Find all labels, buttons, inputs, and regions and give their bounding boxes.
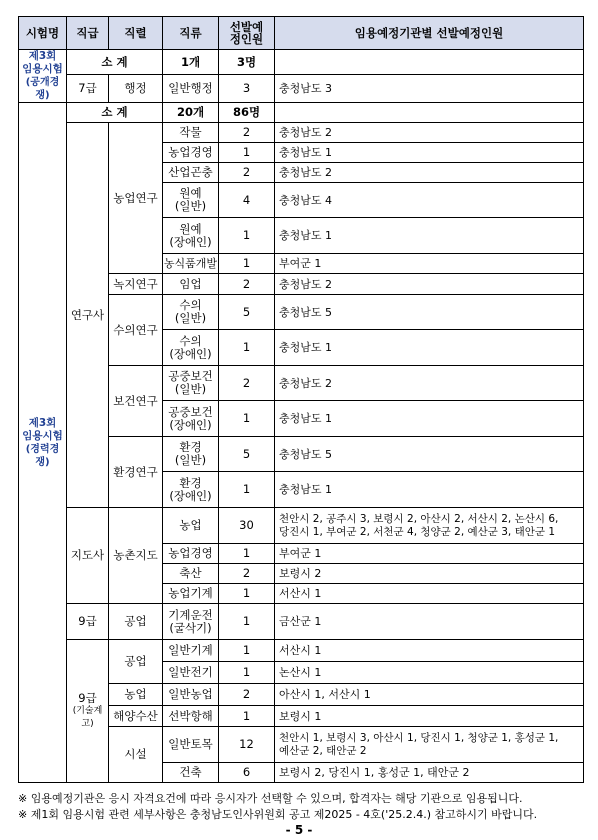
page-number-value: 5 — [294, 823, 304, 837]
count-cell: 2 — [219, 123, 275, 143]
open-title-1: 제3회 — [28, 50, 57, 62]
count-cell: 2 — [219, 564, 275, 584]
series-industrial-2: 공업 — [109, 640, 163, 684]
count-cell: 2 — [219, 366, 275, 401]
agency-line-2: 예산군 2, 태안군 2 — [279, 744, 367, 757]
agency-line-1: 천안시 2, 공주시 3, 보령시 2, 아산시 2, 서산시 2, 논산시 6, — [279, 512, 559, 525]
header-count: 선발예정인원 — [219, 17, 275, 50]
agency-cell: 부여군 1 — [275, 254, 584, 274]
grade-tech — [67, 640, 109, 783]
header-type: 직류 — [163, 17, 219, 50]
type-cell: 농업경영 — [163, 544, 219, 564]
grade-cell: 7급 — [67, 75, 109, 103]
type-cell: 임업 — [163, 274, 219, 295]
open-subtotal-label: 소 계 — [67, 50, 163, 75]
grade-cell: 9급 — [67, 604, 109, 640]
type-cell: 일반행정 — [163, 75, 219, 103]
type-cell: 농식품개발 — [163, 254, 219, 274]
count-cell: 1 — [219, 254, 275, 274]
type-cell — [163, 295, 219, 330]
type-cell — [163, 401, 219, 437]
table-row — [19, 123, 584, 143]
career-subtotal-count: 86명 — [219, 103, 275, 123]
count-cell: 1 — [219, 401, 275, 437]
series-facility: 시설 — [109, 727, 163, 783]
series-cell: 행정 — [109, 75, 163, 103]
career-subtotal-empty — [275, 103, 584, 123]
agency-cell: 충청남도 1 — [275, 472, 584, 508]
type-line-1: 원예 — [179, 221, 202, 236]
type-line-2: (굴삭기) — [169, 620, 212, 635]
open-title-2: 임용시험 — [22, 63, 63, 75]
agency-cell: 충청남도 2 — [275, 274, 584, 295]
agency-cell: 논산시 1 — [275, 662, 584, 684]
page-dash-right: - — [307, 823, 313, 837]
series-industrial: 공업 — [109, 604, 163, 640]
type-line-2: (장애인) — [169, 488, 212, 503]
count-cell: 2 — [219, 163, 275, 183]
type-cell: 건축 — [163, 763, 219, 783]
count-cell: 3 — [219, 75, 275, 103]
agency-cell: 보령시 1 — [275, 706, 584, 727]
type-line-2: (장애인) — [169, 417, 212, 432]
series-agri-research: 농업연구 — [109, 123, 163, 274]
agency-cell: 금산군 1 — [275, 604, 584, 640]
type-line-1: 환경 — [179, 440, 202, 454]
career-subtotal-types: 20개 — [163, 103, 219, 123]
header-grade: 직급 — [67, 17, 109, 50]
agency-cell: 충청남도 5 — [275, 295, 584, 330]
count-cell: 1 — [219, 218, 275, 254]
count-cell: 2 — [219, 684, 275, 706]
table-row — [19, 604, 584, 640]
type-line-2: (일반) — [174, 382, 207, 396]
agency-cell: 충청남도 2 — [275, 163, 584, 183]
type-cell: 농업경영 — [163, 143, 219, 163]
type-cell: 농업기계 — [163, 584, 219, 604]
type-cell — [163, 604, 219, 640]
header-row — [19, 17, 584, 50]
series-health-research: 보건연구 — [109, 366, 163, 437]
table-row — [19, 75, 584, 103]
series-agriculture: 농업 — [109, 684, 163, 706]
type-cell — [163, 330, 219, 366]
career-title-3: (경력경쟁) — [25, 443, 60, 468]
agency-cell: 충청남도 4 — [275, 183, 584, 218]
header-series: 직렬 — [109, 17, 163, 50]
count-cell: 12 — [219, 727, 275, 763]
count-cell: 4 — [219, 183, 275, 218]
open-subtotal-count: 3명 — [219, 50, 275, 75]
grade-tech-label: 9급 — [78, 690, 97, 705]
count-cell: 1 — [219, 544, 275, 564]
type-cell: 축산 — [163, 564, 219, 584]
grade-guide: 지도사 — [67, 508, 109, 604]
type-line-2: (장애인) — [169, 346, 212, 361]
agency-line-1: 천안시 1, 보령시 3, 아산시 1, 당진시 1, 청양군 1, 홍성군 1, — [279, 731, 559, 744]
agency-cell: 아산시 1, 서산시 1 — [275, 684, 584, 706]
type-line-2: (장애인) — [169, 234, 212, 249]
series-env-research: 환경연구 — [109, 437, 163, 508]
career-subtotal-label: 소 계 — [67, 103, 163, 123]
page-number — [0, 823, 598, 837]
type-cell: 일반토목 — [163, 727, 219, 763]
type-cell: 산업곤충 — [163, 163, 219, 183]
type-cell: 일반기계 — [163, 640, 219, 662]
open-subtotal-empty — [275, 50, 584, 75]
agency-cell: 충청남도 2 — [275, 123, 584, 143]
agency-line-2: 당진시 1, 부여군 2, 서천군 4, 청양군 2, 예산군 3, 태안군 1 — [279, 525, 556, 538]
agency-cell: 충청남도 3 — [275, 75, 584, 103]
series-marine: 해양수산 — [109, 706, 163, 727]
agency-cell: 충청남도 5 — [275, 437, 584, 472]
type-line-1: 원예 — [179, 186, 202, 200]
grade-tech-note: (기술계고) — [72, 705, 103, 729]
type-cell: 농업 — [163, 508, 219, 544]
count-cell: 1 — [219, 330, 275, 366]
open-section-label — [19, 50, 67, 103]
table-row — [19, 508, 584, 544]
count-cell: 6 — [219, 763, 275, 783]
header-exam: 시험명 — [19, 17, 67, 50]
count-cell: 30 — [219, 508, 275, 544]
open-subtotal-row — [19, 50, 584, 75]
type-line-1: 공중보건 — [168, 404, 213, 419]
agency-cell: 충청남도 1 — [275, 401, 584, 437]
type-line-2: (일반) — [174, 311, 207, 325]
grade-researcher: 연구사 — [67, 123, 109, 508]
series-vet-research: 수의연구 — [109, 295, 163, 366]
agency-cell — [275, 727, 584, 763]
career-subtotal-row — [19, 103, 584, 123]
count-cell: 1 — [219, 706, 275, 727]
type-line-1: 환경 — [179, 475, 202, 490]
count-cell: 1 — [219, 584, 275, 604]
type-cell — [163, 472, 219, 508]
type-cell: 일반농업 — [163, 684, 219, 706]
type-cell: 선박항해 — [163, 706, 219, 727]
count-cell: 1 — [219, 143, 275, 163]
type-line-2: (일반) — [174, 199, 207, 213]
agency-cell: 서산시 1 — [275, 640, 584, 662]
type-cell: 작물 — [163, 123, 219, 143]
count-cell: 1 — [219, 472, 275, 508]
career-title-1: 제3회 — [28, 416, 57, 429]
agency-cell — [275, 508, 584, 544]
series-rural-guide: 농촌지도 — [109, 508, 163, 604]
open-subtotal-types: 1개 — [163, 50, 219, 75]
recruitment-table — [18, 16, 584, 783]
type-line-1: 공중보건 — [168, 369, 213, 383]
career-section-label — [19, 103, 67, 783]
career-title-2: 임용시험 — [22, 429, 63, 442]
open-title-3: (공개경쟁) — [25, 77, 60, 101]
count-cell: 1 — [219, 662, 275, 684]
agency-cell: 부여군 1 — [275, 544, 584, 564]
type-line-1: 수의 — [179, 333, 202, 348]
table-row — [19, 640, 584, 662]
agency-cell: 충청남도 1 — [275, 218, 584, 254]
count-cell: 5 — [219, 295, 275, 330]
agency-cell: 충청남도 1 — [275, 143, 584, 163]
footnote-2: ※ 제1회 임용시험 관련 세부사항은 충청남도인사위원회 공고 제2025 - 4호('25.2.4.) 참고하시기 바랍니다. — [18, 808, 538, 821]
series-forest-research: 녹지연구 — [109, 274, 163, 295]
count-cell: 2 — [219, 274, 275, 295]
type-cell — [163, 218, 219, 254]
agency-cell: 보령시 2, 당진시 1, 홍성군 1, 태안군 2 — [275, 763, 584, 783]
header-agency: 임용예정기관별 선발예정인원 — [275, 17, 584, 50]
agency-cell: 충청남도 2 — [275, 366, 584, 401]
type-line-2: (일반) — [174, 453, 207, 467]
agency-cell: 충청남도 1 — [275, 330, 584, 366]
count-cell: 1 — [219, 604, 275, 640]
count-cell: 1 — [219, 640, 275, 662]
type-cell: 일반전기 — [163, 662, 219, 684]
footnote-1: ※ 임용예정기관은 응시 자격요건에 따라 응시자가 선택할 수 있으며, 합격자는 해당 기관으로 임용됩니다. — [18, 792, 523, 805]
agency-cell: 보령시 2 — [275, 564, 584, 584]
page-dash-left: - — [285, 823, 291, 837]
type-cell — [163, 183, 219, 218]
count-cell: 5 — [219, 437, 275, 472]
agency-cell: 서산시 1 — [275, 584, 584, 604]
type-cell — [163, 366, 219, 401]
type-cell — [163, 437, 219, 472]
type-line-1: 기계운전 — [168, 607, 213, 622]
type-line-1: 수의 — [179, 298, 202, 312]
